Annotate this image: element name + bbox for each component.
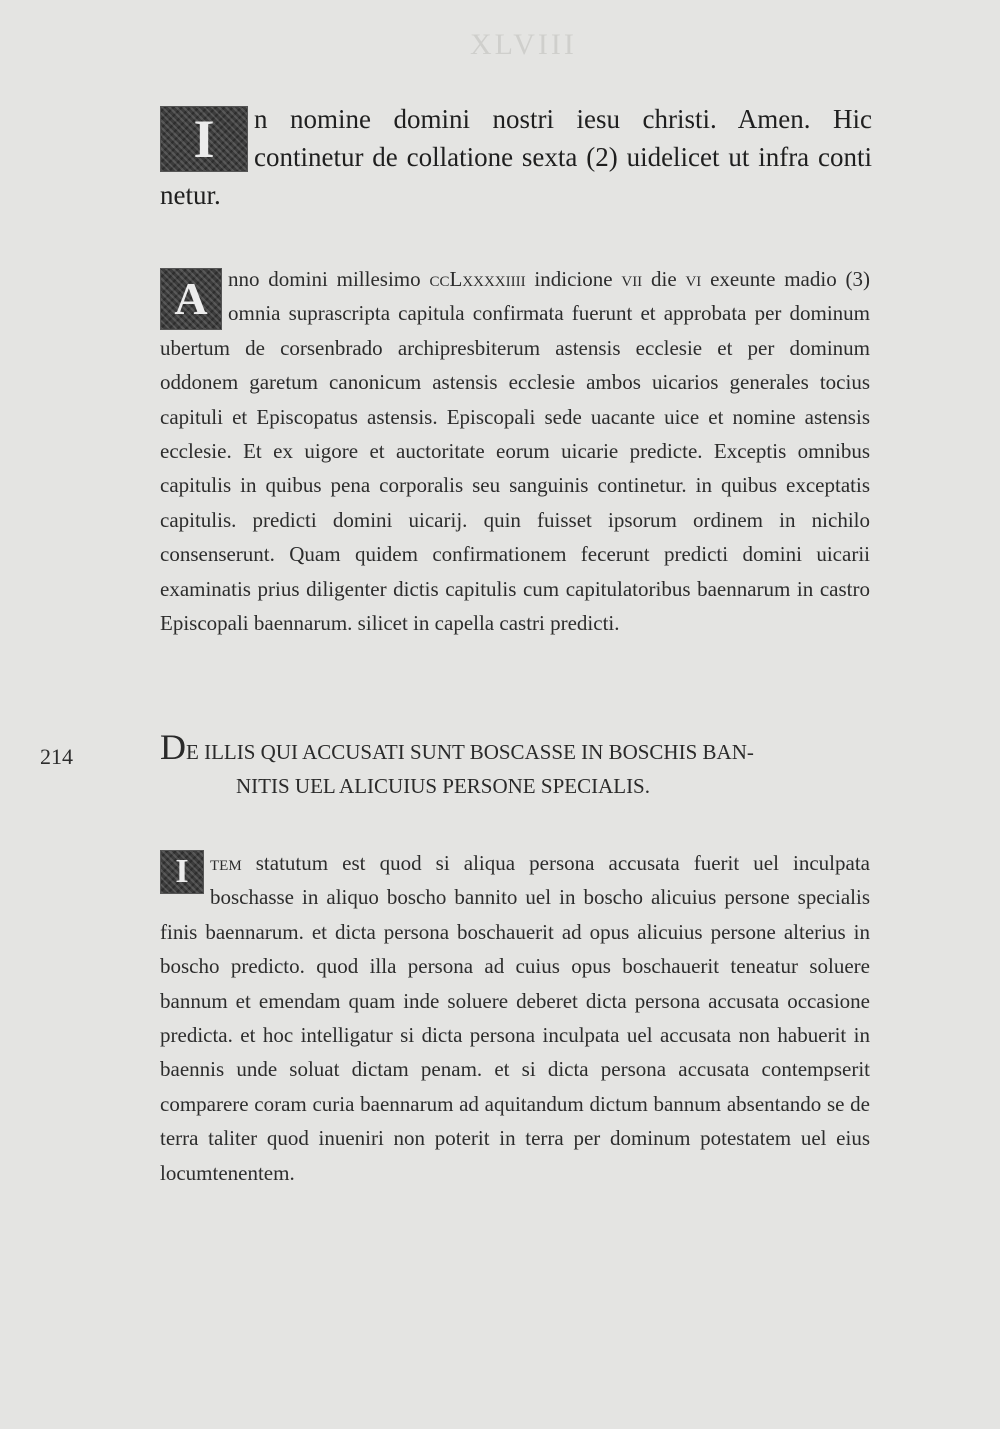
- section-number: 214: [40, 744, 73, 769]
- section-title: [160, 727, 870, 803]
- paragraph1-text-c: die: [642, 267, 686, 291]
- section-title-initial: D: [160, 727, 186, 767]
- paragraph2-lead: tem: [210, 851, 242, 875]
- indiction-numeral: vii: [621, 267, 643, 291]
- section-title-line1: E ILLIS QUI ACCUSATI SUNT BOSCASSE IN BOSCHIS BAN-: [186, 740, 754, 764]
- bleed-through-chapter-number: XLVIII: [470, 28, 577, 61]
- paragraph-confirmation: [160, 262, 870, 640]
- paragraph2-text: statutum est quod si aliqua persona accusata fuerit uel inculpata boschasse in aliquo boscho bannito uel in boscho alicuius persone specialis finis baennarum. et dicta persona boschauerit ad opus alicuius persone alterius in boscho predicto. quod illa persona ad cuius opus boschauerit teneatur soluere bannum et emendam quam inde soluere deberet dicta persona accusata occasione predicta. et hoc intelligatur si dicta persona inculpata uel accusata non habuerit in baennis unde soluat dictam penam. et si dicta persona accusata contempserit comparere coram curia baennarum ad aquitandum dictum bannum absentando se de terra taliter quod inueniri non poterit in terra per dominum potestatem uel eius locumtenentem.: [160, 851, 870, 1185]
- paragraph-statute: [160, 846, 870, 1190]
- intro-text: n nomine domini nostri iesu christi. Amen. Hic continetur de collatione sexta (2) uidelicet ut infra conti netur.: [160, 104, 872, 210]
- ornamental-dropcap-i: I: [160, 106, 248, 172]
- day-numeral: vi: [685, 267, 702, 291]
- section-title-line2: NITIS UEL ALICUIUS PERSONE SPECIALIS.: [236, 774, 650, 798]
- paragraph1-text-b: indicione: [525, 267, 622, 291]
- ornamental-dropcap-i-small: I: [160, 850, 204, 894]
- year-numeral: ccLxxxxiiii: [429, 267, 526, 291]
- intro-heading: [160, 100, 872, 214]
- paragraph1-text-a: nno domini millesimo: [228, 267, 430, 291]
- ornamental-dropcap-a: A: [160, 268, 222, 330]
- paragraph1-text-d: exeunte madio (3) omnia suprascripta capitula confirmata fuerunt et approbata per dominum ubertum de corsenbrado archipresbiterum astensis ecclesie et per dominum oddonem garetum canonicum astensis ecclesie ambos uicarios generales tocius capituli et Episcopatus astensis. Episcopali sede uacante uice et nomine astensis ecclesie. Et ex uigore et auctoritate eorum uicarie predicte. Exceptis omnibus capitulis in quibus pena corporalis seu sanguinis continetur. in quibus exceptatis capitulis. predicti domini uicarij. quin fuisset ipsorum ordinem in nichilo consenserunt. Quam quidem confirmationem fecerunt predicti domini uicarii examinatis prius diligenter dictis capitulis cum capitulatoribus baennarum in castro Episcopali baennarum. silicet in capella castri predicti.: [160, 267, 870, 636]
